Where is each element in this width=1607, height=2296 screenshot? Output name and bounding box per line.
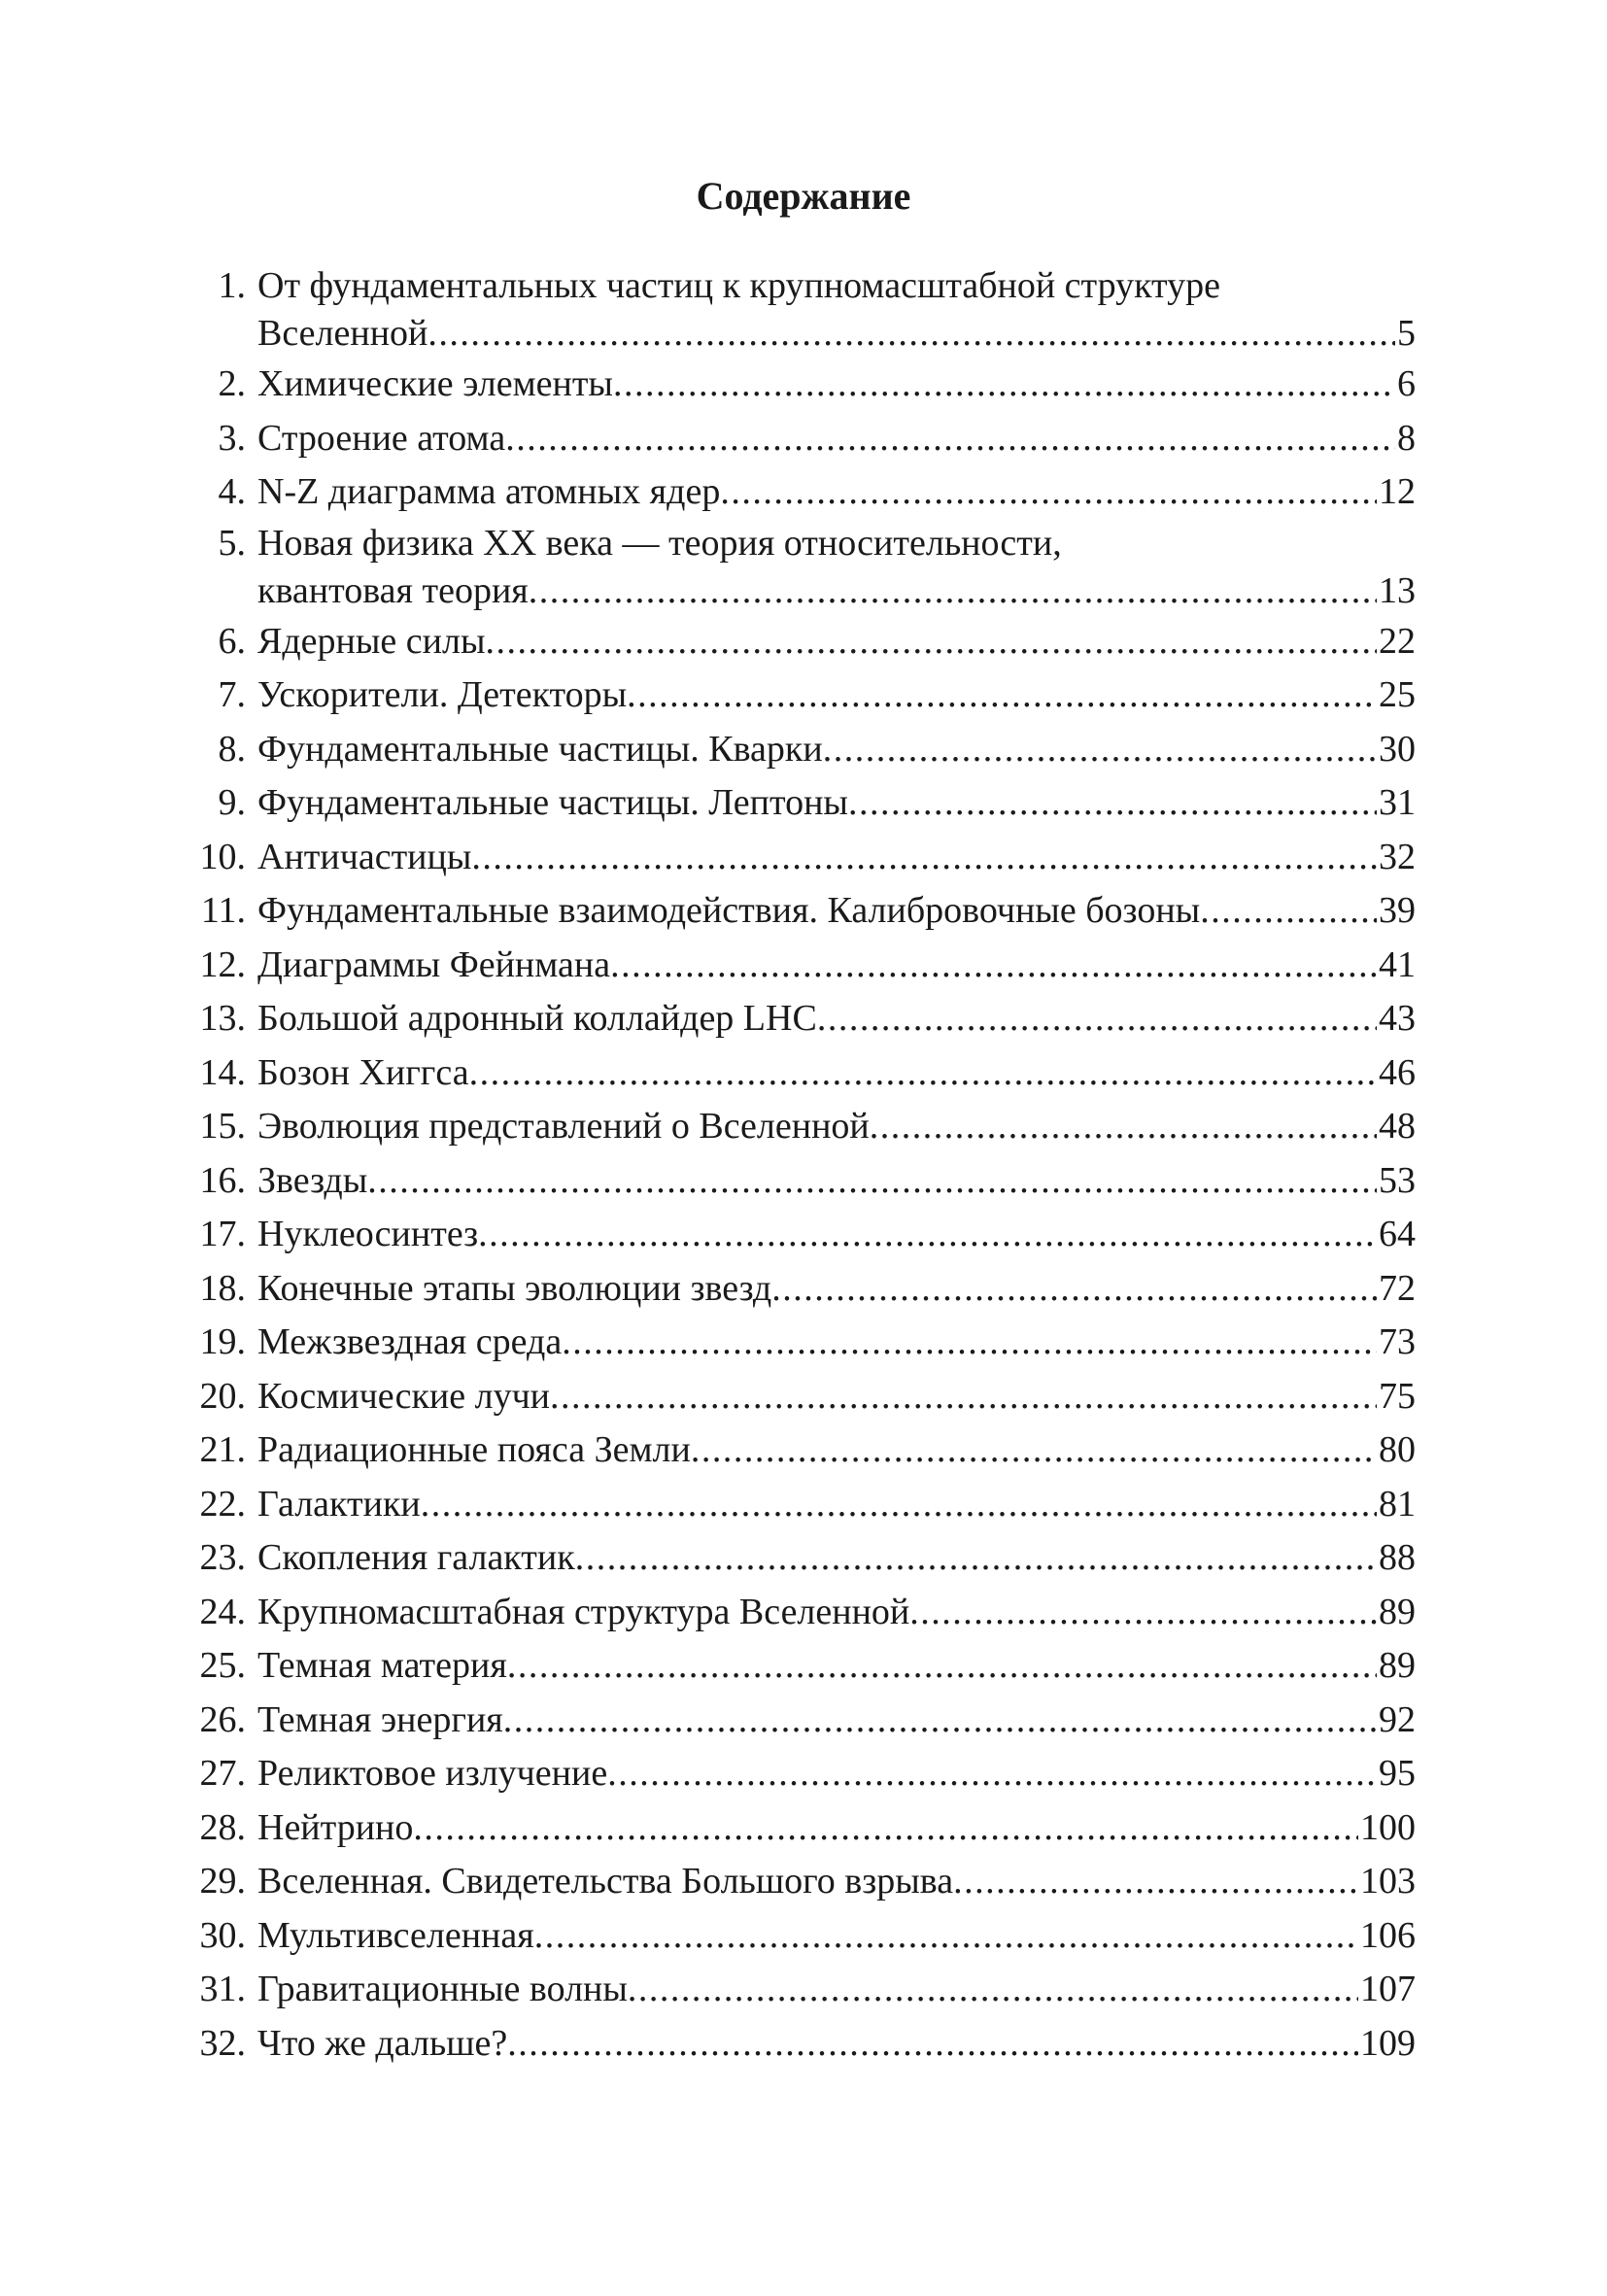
dot-leader	[691, 1423, 1377, 1478]
dot-leader	[503, 1694, 1377, 1748]
dot-leader	[771, 1262, 1377, 1317]
toc-entry-title: Мультивселенная	[257, 1914, 534, 1956]
dot-leader	[478, 1208, 1377, 1262]
toc-entry-title: Античастицы	[257, 836, 472, 877]
toc-entry[interactable]	[180, 1586, 1416, 1640]
toc-entry-number: 20.	[199, 1375, 246, 1417]
dot-leader	[469, 1046, 1377, 1101]
dot-leader	[534, 1909, 1358, 1964]
toc-entry-page-number: 12	[1379, 471, 1416, 512]
dot-leader	[507, 2017, 1358, 2072]
toc-entry[interactable]	[180, 358, 1416, 412]
toc-entry-title: Галактики	[257, 1483, 421, 1525]
toc-entry-title: Фундаментальные взаимодействия. Калибровочные бозоны	[257, 890, 1201, 931]
toc-entry-title: Космические лучи	[257, 1375, 551, 1417]
dot-leader	[848, 776, 1377, 831]
toc-entry-page-number: 100	[1360, 1806, 1416, 1848]
dot-leader	[427, 310, 1395, 358]
toc-entry-number: 2.	[218, 363, 246, 404]
toc-entry-title: Реликтовое излучение	[257, 1753, 608, 1794]
toc-entry-number: 24.	[199, 1591, 246, 1632]
toc-entry-page-number: 22	[1379, 620, 1416, 662]
dot-leader	[575, 1531, 1377, 1586]
dot-leader	[367, 1154, 1377, 1209]
toc-entry-page-number: 41	[1379, 943, 1416, 985]
toc-entry-title: Звезды	[257, 1159, 368, 1201]
toc-entry[interactable]	[180, 1639, 1416, 1694]
dot-leader	[485, 615, 1377, 669]
toc-entry-title: Темная материя	[257, 1645, 507, 1686]
dot-leader	[613, 358, 1395, 412]
toc-entry-title: Большой адронный коллайдер LHC	[257, 998, 817, 1039]
dot-leader	[529, 567, 1377, 615]
toc-entry-page-number: 103	[1360, 1861, 1416, 1902]
toc-entry[interactable]	[180, 1208, 1416, 1262]
toc-entry-title: Скопления галактик	[257, 1537, 575, 1578]
dot-leader	[505, 412, 1395, 466]
toc-entry-title: Вселенная. Свидетельства Большого взрыва	[257, 1861, 954, 1902]
toc-entry-page-number: 46	[1379, 1051, 1416, 1093]
toc-entry-number: 4.	[218, 471, 246, 512]
toc-entry[interactable]	[180, 1262, 1416, 1317]
dot-leader	[507, 1639, 1377, 1694]
toc-entry[interactable]	[180, 1855, 1416, 1909]
toc-entry-page-number: 89	[1379, 1591, 1416, 1632]
dot-leader	[550, 1370, 1377, 1424]
toc-entry-number: 7.	[218, 674, 246, 715]
page-title: Содержание	[696, 174, 911, 218]
toc-entry[interactable]	[180, 831, 1416, 885]
toc-entry-number: 15.	[199, 1106, 246, 1147]
toc-entry-page-number: 39	[1379, 890, 1416, 931]
toc-entry-number: 6.	[218, 620, 246, 662]
dot-leader	[607, 1747, 1377, 1801]
toc-entry-title: Бозон Хиггса	[257, 1051, 469, 1093]
toc-entry-page-number: 32	[1379, 836, 1416, 877]
toc-entry-title: Крупномасштабная структура Вселенной	[257, 1591, 910, 1632]
toc-entry-title: Вселенной	[257, 313, 428, 354]
toc-entry-title: Конечные этапы эволюции звезд	[257, 1267, 772, 1309]
dot-leader	[870, 1100, 1377, 1154]
dot-leader	[628, 1963, 1358, 2017]
dot-leader	[1200, 884, 1377, 939]
toc-entry-title: Гравитационные волны	[257, 1969, 628, 2009]
toc-entry-page-number: 13	[1379, 569, 1416, 611]
dot-leader	[562, 1316, 1377, 1370]
toc-entry[interactable]	[180, 262, 1416, 358]
toc-entry-number: 22.	[199, 1483, 246, 1525]
toc-entry-page-number: 109	[1360, 2022, 1416, 2064]
toc-entry-title-line: Новая физика XX века — теория относительности,	[257, 522, 1062, 564]
toc-entry[interactable]	[180, 1963, 1416, 2017]
toc-entry-number: 30.	[199, 1914, 246, 1956]
toc-entry[interactable]	[180, 1370, 1416, 1424]
toc-entry-page-number: 92	[1379, 1698, 1416, 1740]
toc-entry[interactable]	[180, 939, 1416, 993]
toc-entry[interactable]	[180, 1801, 1416, 1856]
toc-entry-title: Эволюция представлений о Вселенной	[257, 1106, 870, 1147]
toc-entry-title: Ускорители. Детекторы	[257, 674, 628, 715]
toc-entry[interactable]	[180, 1046, 1416, 1101]
toc-entry-number: 17.	[199, 1214, 246, 1254]
toc-entry-title: Нейтрино	[257, 1806, 414, 1848]
toc-entry-page-number: 48	[1379, 1106, 1416, 1147]
toc-entry-page-number: 30	[1379, 728, 1416, 770]
toc-entry-page-number: 106	[1360, 1914, 1416, 1956]
dot-leader	[610, 939, 1377, 993]
toc-entry-page-number: 73	[1379, 1321, 1416, 1362]
toc-entry[interactable]	[180, 465, 1416, 520]
toc-entry[interactable]	[180, 1747, 1416, 1801]
toc-entry-title: квантовая теория	[257, 569, 529, 611]
toc-entry-number: 14.	[199, 1051, 246, 1093]
toc-entry[interactable]	[180, 1694, 1416, 1748]
toc-entry-page-number: 72	[1379, 1267, 1416, 1309]
toc-entry-number: 23.	[199, 1537, 246, 1578]
toc-entry[interactable]	[180, 992, 1416, 1046]
toc-entry[interactable]	[180, 723, 1416, 777]
toc-entry-title: Фундаментальные частицы. Лептоны	[257, 782, 848, 823]
toc-entry-page-number: 5	[1397, 313, 1416, 354]
toc-entry-number: 10.	[199, 836, 246, 877]
toc-entry[interactable]	[180, 1478, 1416, 1532]
toc-entry-page-number: 53	[1379, 1159, 1416, 1201]
toc-entry-number: 28.	[199, 1806, 246, 1848]
toc-entry-page-number: 81	[1379, 1483, 1416, 1525]
toc-entry[interactable]	[180, 668, 1416, 723]
toc-entry-number: 13.	[199, 998, 246, 1039]
toc-entry-page-number: 8	[1397, 417, 1416, 459]
toc-entry-title: Химические элементы	[257, 363, 613, 404]
toc-entry-number: 26.	[199, 1698, 246, 1740]
toc-entry-number: 16.	[199, 1159, 246, 1201]
toc-entry[interactable]	[180, 1423, 1416, 1478]
dot-leader	[817, 992, 1377, 1046]
toc-entry-title: Темная энергия	[257, 1698, 503, 1740]
toc-entry-title: Строение атома	[257, 417, 506, 459]
toc-entry-number: 3.	[218, 417, 246, 459]
toc-entry[interactable]	[180, 1531, 1416, 1586]
dot-leader	[720, 465, 1377, 520]
toc-entry-number: 5.	[218, 522, 246, 564]
toc-entry[interactable]	[180, 2017, 1416, 2072]
toc-entry-page-number: 107	[1360, 1969, 1416, 2009]
toc-entry-title: N-Z диаграмма атомных ядер	[257, 471, 721, 512]
toc-entry[interactable]	[180, 1909, 1416, 1964]
toc-entry-number: 19.	[199, 1321, 246, 1362]
dot-leader	[823, 723, 1377, 777]
toc-entry-page-number: 80	[1379, 1429, 1416, 1470]
toc-entry-number: 18.	[199, 1267, 246, 1309]
toc-entry[interactable]	[180, 776, 1416, 831]
toc-entry-number: 12.	[199, 943, 246, 985]
dot-leader	[909, 1586, 1377, 1640]
toc-entry-title: Диаграммы Фейнмана	[257, 943, 611, 985]
toc-entry-title: Межзвездная среда	[257, 1321, 563, 1362]
toc-entry-title: Фундаментальные частицы. Кварки	[257, 728, 823, 770]
toc-entry-page-number: 64	[1379, 1214, 1416, 1254]
toc-entry-number: 27.	[199, 1753, 246, 1794]
toc-entry-title: Что же дальше?	[257, 2022, 508, 2064]
toc-entry-number: 31.	[199, 1969, 246, 2009]
dot-leader	[627, 668, 1377, 723]
dot-leader	[471, 831, 1377, 885]
dot-leader	[413, 1801, 1358, 1856]
toc-entry-title: Радиационные пояса Земли	[257, 1429, 691, 1470]
toc-entry[interactable]	[180, 1100, 1416, 1154]
toc-entry-number: 11.	[200, 890, 246, 931]
toc-entry-page-number: 31	[1379, 782, 1416, 823]
toc-entry-page-number: 43	[1379, 998, 1416, 1039]
dot-leader	[421, 1478, 1377, 1532]
toc-entry[interactable]	[180, 520, 1416, 615]
toc-entry-title-line: От фундаментальных частиц к крупномасштабной структуре	[257, 265, 1221, 306]
toc-entry-number: 29.	[199, 1861, 246, 1902]
toc-entry-number: 9.	[218, 782, 246, 823]
toc-entry-number: 32.	[199, 2022, 246, 2064]
toc-entry-number: 8.	[218, 728, 246, 770]
toc-entry[interactable]	[180, 884, 1416, 939]
toc-entry-page-number: 25	[1379, 674, 1416, 715]
toc-entry-number: 21.	[199, 1429, 246, 1470]
toc-entry-title: Нуклеосинтез	[257, 1214, 479, 1254]
toc-entry-page-number: 95	[1379, 1753, 1416, 1794]
table-of-contents	[180, 262, 1416, 2071]
toc-entry-title: Ядерные силы	[257, 620, 486, 662]
toc-entry[interactable]	[180, 615, 1416, 669]
toc-entry-page-number: 75	[1379, 1375, 1416, 1417]
toc-entry-page-number: 6	[1397, 363, 1416, 404]
toc-entry-number: 25.	[199, 1645, 246, 1686]
toc-entry-number: 1.	[218, 265, 246, 306]
toc-entry-page-number: 89	[1379, 1645, 1416, 1686]
toc-entry-page-number: 88	[1379, 1537, 1416, 1578]
toc-entry[interactable]	[180, 1154, 1416, 1209]
dot-leader	[953, 1855, 1358, 1909]
toc-entry[interactable]	[180, 1316, 1416, 1370]
toc-entry[interactable]	[180, 412, 1416, 466]
